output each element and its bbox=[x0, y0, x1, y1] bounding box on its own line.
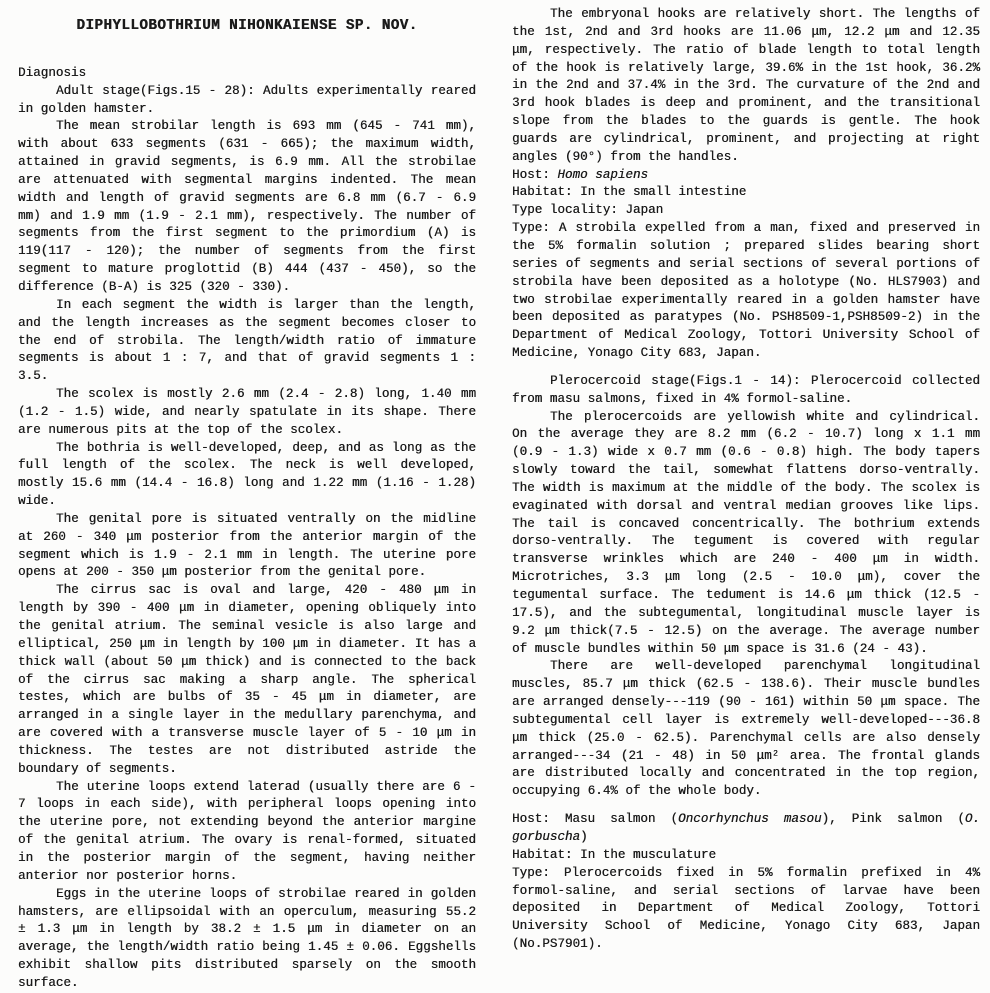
habitat-plerocercoid bbox=[512, 847, 980, 865]
plerocercoid-description bbox=[512, 409, 980, 659]
text-run: Host: Masu salmon ( bbox=[512, 812, 679, 827]
embryonal-hooks bbox=[512, 6, 980, 167]
text-run: Adult stage(Figs.15 - 28): Adults experimentally reared in golden hamster. bbox=[18, 83, 476, 116]
left-column-text bbox=[18, 83, 476, 993]
text-run: In each segment the width is larger than the length, and the length increases as the segment becomes closer to the end of strobila. The length/width ratio of immature segments is about 1 : 7, and that of gravid segments 1 : 3.5. bbox=[18, 297, 476, 384]
type-plerocercoid bbox=[512, 865, 980, 954]
host-adult bbox=[512, 167, 980, 185]
text-run: Type locality: Japan bbox=[512, 203, 664, 218]
diagnosis-adult-stage bbox=[18, 83, 476, 119]
segment-proportions bbox=[18, 297, 476, 386]
text-run: The cirrus sac is oval and large, 420 - 480 μm in length by 390 - 400 μm in diameter, opening obliquely into the genital atrium. The seminal vesicle is also large and elliptical, 250 μm in length by 100 μm in diameter. It has a thick wall (about 50 μm thick) and is connected to the back of the cirrus sac making a sharp angle. The spherical testes, which are bulbs of 35 - 45 μm in diameter, are arranged in a single layer in the medullary parenchyma, and are covered with a transverse muscle layer of 5 - 10 μm in thickness. The testes are not distributed astride the boundary of segments. bbox=[18, 583, 476, 776]
text-run: The uterine loops extend laterad (usually there are 6 - 7 loops in each side), with peripheral loops opening into the uterine pore, not extending beyond the anterior margine of the genital atrium. The ovary is renal-formed, situated in the posterior margin of the segment, having neither anterior nor posterior horns. bbox=[18, 779, 476, 883]
text-run: The mean strobilar length is 693 mm (645 - 741 mm), with about 633 segments (631 - 665); the maximum width, attained in gravid segments, is 6.9 mm. All the strobilae are attenuated with segmental margins indented. The mean width and length of gravid segments are 6.8 mm (6.7 - 6.9 mm) and 1.9 mm (1.9 - 2.1 mm), respectively. The number of segments from the first segment to the primordium (A) is 119(117 - 120); the number of segments from the first segment to mature proglottid (B) 444 (437 - 450), so the difference (B-A) is 325 (320 - 330). bbox=[18, 119, 476, 294]
habitat-adult bbox=[512, 184, 980, 202]
species-name: O. gorbuscha bbox=[512, 812, 980, 844]
text-run: Type: A strobila expelled from a man, fixed and preserved in the 5% formalin solution ; prepared slides bearing short series of segments and serial sections of several portions of strobila have been deposited as a holotype (No. HLS7903) and two strobilae experimentally reared in a golden hamster have been deposited as paratypes (No. PSH8509-1,PSH8509-2) in the Department of Medical Zoology, Tottori University School of Medicine, Yonago City 683, Japan. bbox=[512, 221, 980, 361]
text-run: The plerocercoids are yellowish white and cylindrical. On the average they are 8.2 mm (6.2 - 10.7) long x 1.1 mm (0.9 - 1.3) wide x 0.7 mm (0.6 - 0.8) high. The body tapers slowly toward the tail, somewhat flattens dorso-ventrally. The width is maximum at the middle of the body. The scolex is evaginated with dorsal and ventral median grooves like lips. The tail is concaved concentrically. The bothrium extends dorso-ventrally. The tegument is covered with regular transverse wrinkles which are 240 - 400 μm in width. Microtriches, 3.3 μm long (2.5 - 10.0 μm), cover the tegumental surface. The tedument is 14.6 μm thick (12.5 - 17.5), and the subtegumental, longitudinal muscle layer is 9.2 μm thick(7.5 - 12.5) on the average. The average number of muscle bundles within 50 μm space is 31.6 (24 - 43). bbox=[512, 409, 980, 656]
bothria-neck bbox=[18, 440, 476, 511]
genital-pore bbox=[18, 511, 476, 582]
text-run: There are well-developed parenchymal longitudinal muscles, 85.7 μm thick (62.5 - 138.6). Their muscle bundles are arranged densely---119 (90 - 161) within 50 μm space. The subtegumental cell layer is extremely well-developed---36.8 μm thick (25.0 - 62.5). Parenchymal cells are also densely arranged---34 (21 - 48) in 50 μm² area. The frontal glands are distributed locally and concentrated in the top region, occupying 6.4% of the whole body. bbox=[512, 659, 980, 799]
text-run: Host: bbox=[512, 167, 558, 182]
host-plerocercoid bbox=[512, 811, 980, 847]
text-run: Plerocercoid stage(Figs.1 - 14): Plerocercoid collected from masu salmons, fixed in 4% formol-saline. bbox=[512, 373, 980, 406]
strobilar-measurements bbox=[18, 118, 476, 296]
text-run: ), Pink salmon ( bbox=[821, 812, 965, 827]
right-column-text bbox=[512, 6, 980, 954]
text-run: The bothria is well-developed, deep, and as long as the full length of the scolex. The neck is well developed, mostly 15.6 mm (14.4 - 16.8) long and 1.22 mm (1.16 - 1.28) wide. bbox=[18, 440, 476, 509]
text-run: Type: Plerocercoids fixed in 5% formalin prefixed in 4% formol-saline, and serial sections of larvae have been deposited in Department of Medical Zoology, Tottori University School of Medicine, Yonago City 683, Japan (No.PS7901). bbox=[512, 865, 980, 952]
text-run: Habitat: In the musculature bbox=[512, 847, 717, 862]
text-run: ) bbox=[580, 829, 588, 844]
plerocercoid-stage bbox=[512, 373, 980, 409]
left-column bbox=[18, 6, 476, 990]
cirrus-sac-testes bbox=[18, 582, 476, 778]
section-heading-diagnosis: Diagnosis bbox=[18, 65, 87, 80]
parenchymal-muscles bbox=[512, 658, 980, 801]
species-name: Homo sapiens bbox=[557, 167, 649, 182]
text-run: The scolex is mostly 2.6 mm (2.4 - 2.8) long, 1.40 mm (1.2 - 1.5) wide, and nearly spatulate in its shape. There are numerous pits at the top of the scolex. bbox=[18, 387, 476, 437]
text-run: Eggs in the uterine loops of strobilae reared in golden hamsters, are ellipsoidal with an operculum, measuring 55.2 ± 1.3 μm in length by 38.2 ± 1.5 μm in diameter on an average, the length/width ratio being 1.45 ± 0.06. Eggshells exhibit shallow pits distributed sparsely on the smooth surface. bbox=[18, 886, 476, 990]
text-run: Habitat: In the small intestine bbox=[512, 185, 747, 200]
paper-title: DIPHYLLOBOTHRIUM NIHONKAIENSE SP. NOV. bbox=[76, 18, 418, 34]
eggs-description bbox=[18, 886, 476, 993]
gap bbox=[512, 801, 980, 811]
right-column bbox=[512, 6, 980, 952]
uterine-loops-ovary bbox=[18, 779, 476, 886]
gap bbox=[512, 363, 980, 373]
type-locality bbox=[512, 202, 980, 220]
text-run: The embryonal hooks are relatively short. The lengths of the 1st, 2nd and 3rd hooks are 11.06 μm, 12.2 μm and 12.35 μm, respectively. The ratio of blade length to total length of the hook is relatively large, 39.6% in the 1st hook, 36.2% in the 2nd and 37.4% in the 3rd. The curvature of the 2nd and 3rd hook blades is deep and prominent, and the transitional slope from the blades to the guards is gentle. The hook guards are cylindrical, prominent, and projecting at right angles (90°) from the handles. bbox=[512, 7, 980, 164]
species-name: Oncorhynchus masou bbox=[678, 812, 822, 827]
scolex-description bbox=[18, 386, 476, 440]
type-adult bbox=[512, 220, 980, 363]
text-run: The genital pore is situated ventrally on the midline at 260 - 340 μm posterior from the anterior margin of the segment which is 1.9 - 2.1 mm in length. The uterine pore opens at 200 - 350 μm posterior from the genital pore. bbox=[18, 511, 476, 580]
